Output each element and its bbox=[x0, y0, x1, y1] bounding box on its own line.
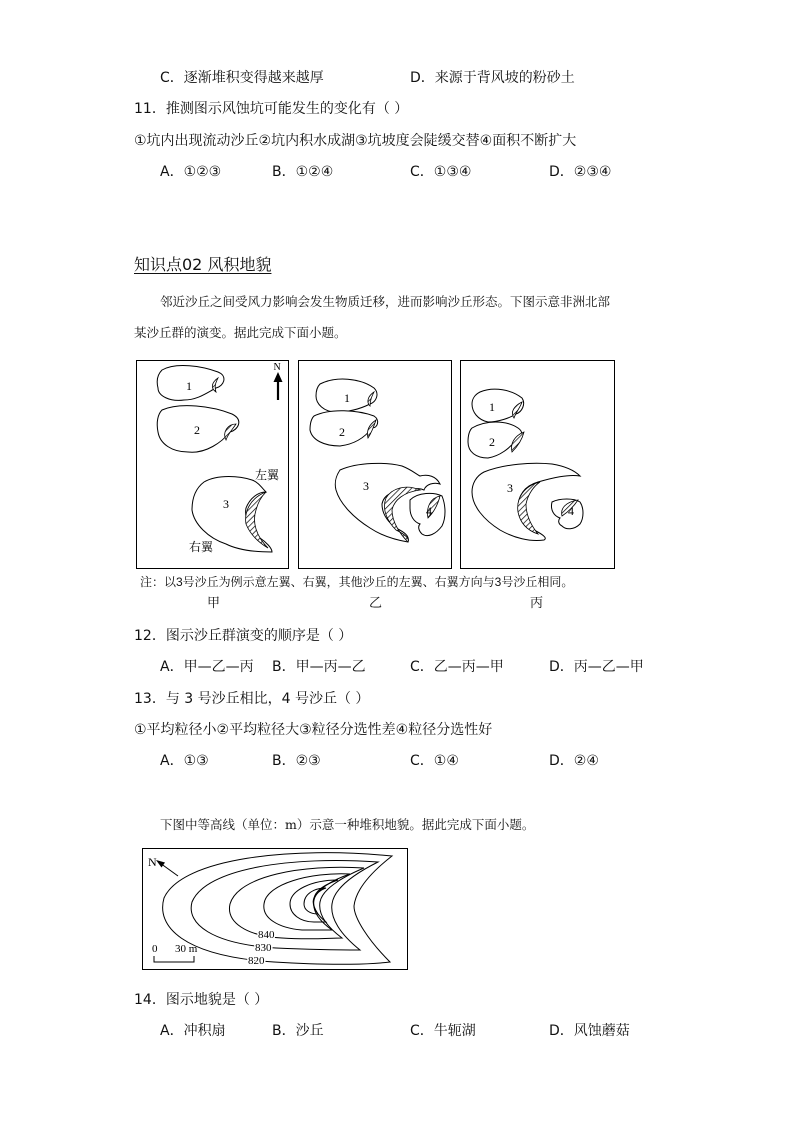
contour-map-figure bbox=[142, 848, 410, 972]
panel-bing bbox=[461, 361, 615, 569]
q14-option-b: B．沙丘 bbox=[272, 1023, 324, 1039]
contour-label-830: 830 bbox=[255, 942, 272, 954]
q13-items: ①平均粒径小②平均粒径大③粒径分选性差④粒径分选性好 bbox=[134, 722, 493, 738]
intro1-line2: 某沙丘群的演变。据此完成下面小题。 bbox=[134, 325, 347, 340]
q12-option-a: A．甲—乙—丙 bbox=[160, 659, 254, 675]
q11-option-a: A．①②③ bbox=[160, 164, 222, 180]
figure1-note: 注：以3号沙丘为例示意左翼、右翼，其他沙丘的左翼、右翼方向与3号沙丘相同。 bbox=[140, 575, 574, 589]
q11-option-b: B．①②④ bbox=[272, 164, 334, 180]
scale-length-label: 30 m bbox=[175, 943, 198, 955]
section-title: 知识点02 风积地貌 bbox=[134, 255, 272, 274]
svg-text:1: 1 bbox=[489, 400, 495, 414]
svg-text:3: 3 bbox=[223, 497, 229, 511]
q12-option-b: B．甲—丙—乙 bbox=[272, 659, 366, 675]
panel-jia bbox=[137, 361, 289, 569]
panel-yi bbox=[299, 361, 452, 569]
contour-label-820: 820 bbox=[248, 955, 265, 967]
q14-option-c: C．牛轭湖 bbox=[410, 1023, 476, 1039]
dune-evolution-figure bbox=[134, 358, 620, 572]
q10-option-c: C．逐渐堆积变得越来越厚 bbox=[160, 70, 324, 86]
q13-option-a: A．①③ bbox=[160, 753, 209, 769]
contour-label-840: 840 bbox=[258, 929, 275, 941]
q11-option-c: C．①③④ bbox=[410, 164, 472, 180]
q13-option-c: C．①④ bbox=[410, 753, 459, 769]
svg-text:4: 4 bbox=[426, 504, 432, 518]
q13-stem: 13．与 3 号沙丘相比，4 号沙丘（ ） bbox=[134, 691, 370, 707]
svg-text:1: 1 bbox=[186, 379, 192, 393]
panel-label-yi: 乙 bbox=[369, 596, 383, 611]
q12-stem: 12．图示沙丘群演变的顺序是（ ） bbox=[134, 628, 353, 644]
right-wing-label: 右翼 bbox=[189, 540, 214, 554]
intro1-line1: 邻近沙丘之间受风力影响会发生物质迁移，进而影响沙丘形态。下图示意非洲北部 bbox=[160, 294, 611, 309]
q13-option-d: D．②④ bbox=[549, 753, 599, 769]
q12-option-c: C．乙—丙—甲 bbox=[410, 659, 504, 675]
north-arrow-label: N bbox=[273, 362, 281, 373]
q14-stem: 14．图示地貌是（ ） bbox=[134, 992, 269, 1008]
q13-option-b: B．②③ bbox=[272, 753, 321, 769]
svg-text:3: 3 bbox=[363, 479, 369, 493]
svg-text:2: 2 bbox=[194, 423, 200, 437]
svg-text:2: 2 bbox=[339, 425, 345, 439]
q10-option-d: D．来源于背风坡的粉砂土 bbox=[410, 70, 575, 86]
q11-stem: 11．推测图示风蚀坑可能发生的变化有（ ） bbox=[134, 101, 409, 117]
panel-label-jia: 甲 bbox=[207, 596, 221, 611]
left-wing-label: 左翼 bbox=[255, 468, 280, 482]
svg-text:1: 1 bbox=[344, 391, 350, 405]
svg-text:4: 4 bbox=[568, 504, 574, 518]
contour-north-label: N bbox=[148, 855, 157, 869]
svg-text:2: 2 bbox=[489, 435, 495, 449]
q12-option-d: D．丙—乙—甲 bbox=[549, 659, 644, 675]
svg-text:3: 3 bbox=[507, 481, 513, 495]
q11-items: ①坑内出现流动沙丘②坑内积水成湖③坑坡度会陡缓交替④面积不断扩大 bbox=[134, 133, 577, 149]
q14-option-d: D．风蚀蘑菇 bbox=[549, 1023, 630, 1039]
q11-option-d: D．②③④ bbox=[549, 164, 612, 180]
scale-zero-label: 0 bbox=[152, 943, 158, 955]
q14-option-a: A．冲积扇 bbox=[160, 1023, 226, 1039]
panel-label-bing: 丙 bbox=[530, 596, 544, 611]
intro2-line1: 下图中等高线（单位：m）示意一种堆积地貌。据此完成下面小题。 bbox=[160, 817, 535, 832]
